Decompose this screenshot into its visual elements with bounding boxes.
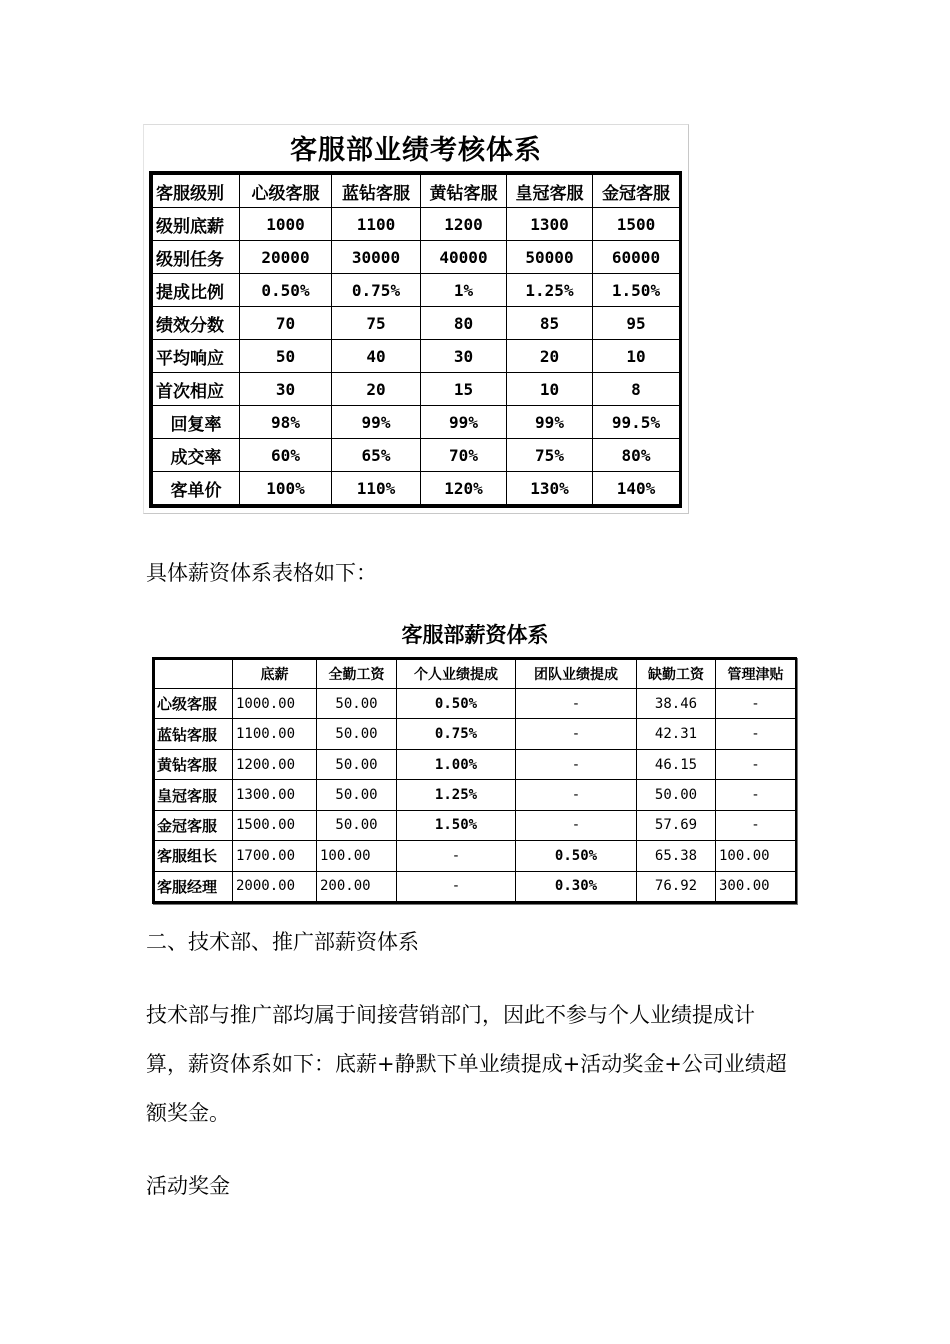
table-row [155,780,796,810]
row-label: 绩效分数 [153,307,240,340]
header-cell: 客服级别 [153,175,240,208]
table-cell: 110% [332,472,421,505]
table-cell: 42.31 [637,719,716,749]
table-cell: 40 [332,340,421,373]
table-cell: 100% [240,472,332,505]
section-heading: 二、技术部、推广部薪资体系 [146,930,419,954]
table-cell: 80% [593,439,680,472]
table-header-row [155,660,796,689]
table-cell: 1000.00 [233,689,317,719]
table-row [155,871,796,901]
table-cell: 1000 [240,208,332,241]
table-cell: - [516,780,637,810]
table-cell: 1200 [421,208,507,241]
header-cell: 缺勤工资 [637,660,716,689]
table-cell: 0.30% [516,871,637,901]
table-cell: 0.75% [397,719,516,749]
table-cell: - [516,749,637,779]
table-cell: - [716,780,796,810]
table-cell: 30000 [332,241,421,274]
row-label: 首次相应 [153,373,240,406]
table-cell: 50.00 [317,749,397,779]
table-cell: - [716,749,796,779]
table-cell: 80 [421,307,507,340]
table-row [155,810,796,840]
performance-grid [152,174,680,505]
row-label: 蓝钻客服 [155,719,233,749]
table-cell: 15 [421,373,507,406]
table2-title: 客服部薪资体系 [401,623,549,647]
table-cell: 200.00 [317,871,397,901]
table-cell: - [516,810,637,840]
table-cell: 0.50% [516,841,637,871]
table-cell: 20 [332,373,421,406]
table-cell: 30 [240,373,332,406]
table-cell: 99% [332,406,421,439]
salary-table [152,657,797,904]
table-row [153,472,680,505]
row-label: 回复率 [153,406,240,439]
row-label: 金冠客服 [155,810,233,840]
table-cell: 1100 [332,208,421,241]
header-cell: 个人业绩提成 [397,660,516,689]
table-cell: 99.5% [593,406,680,439]
table-cell: 60000 [593,241,680,274]
row-label: 皇冠客服 [155,780,233,810]
table-cell: - [516,719,637,749]
header-cell [155,660,233,689]
table-cell: 75 [332,307,421,340]
table-cell: 50.00 [637,780,716,810]
table-cell: 20 [507,340,593,373]
table-cell: 1100.00 [233,719,317,749]
salary-grid [154,659,796,902]
table-cell: 85 [507,307,593,340]
table-cell: 1500 [593,208,680,241]
table-row [155,689,796,719]
table1-title: 客服部业绩考核体系 [290,135,542,166]
paragraph-line: 额奖金。 [146,1101,230,1125]
activity-heading: 活动奖金 [146,1174,230,1198]
header-cell: 全勤工资 [317,660,397,689]
table-cell: 0.50% [397,689,516,719]
table-cell: 65% [332,439,421,472]
header-cell: 心级客服 [240,175,332,208]
header-cell: 底薪 [233,660,317,689]
table-cell: 50.00 [317,719,397,749]
table-row [153,406,680,439]
table-cell: - [716,689,796,719]
table-cell: 60% [240,439,332,472]
table-cell: 120% [421,472,507,505]
table-cell: 38.46 [637,689,716,719]
intro-text: 具体薪资体系表格如下： [146,561,377,585]
row-label: 客服组长 [155,841,233,871]
table-cell: 95 [593,307,680,340]
row-label: 心级客服 [155,689,233,719]
table-cell: 76.92 [637,871,716,901]
row-label: 平均响应 [153,340,240,373]
table-cell: 1.25% [507,274,593,307]
table-cell: 50.00 [317,780,397,810]
table-cell: 140% [593,472,680,505]
table-row [153,241,680,274]
header-cell: 黄钻客服 [421,175,507,208]
row-label: 成交率 [153,439,240,472]
header-cell: 管理津贴 [716,660,796,689]
table-row [153,208,680,241]
table-cell: 100.00 [716,841,796,871]
table-cell: 1500.00 [233,810,317,840]
row-label: 客单价 [153,472,240,505]
table-cell: 65.38 [637,841,716,871]
table-cell: 1.50% [397,810,516,840]
table-cell: 99% [507,406,593,439]
table-cell: - [716,719,796,749]
table-row [153,307,680,340]
table-cell: - [716,810,796,840]
table-row [153,274,680,307]
table-cell: 1200.00 [233,749,317,779]
table-cell: 30 [421,340,507,373]
table-row [155,841,796,871]
paragraph-line: 技术部与推广部均属于间接营销部门，因此不参与个人业绩提成计 [146,1003,755,1027]
table-cell: 1.50% [593,274,680,307]
table-cell: 75% [507,439,593,472]
table-cell: 0.50% [240,274,332,307]
table-cell: 57.69 [637,810,716,840]
header-cell: 团队业绩提成 [516,660,637,689]
table-row [153,340,680,373]
row-label: 客服经理 [155,871,233,901]
table-cell: 0.75% [332,274,421,307]
table-cell: 1% [421,274,507,307]
table-cell: 8 [593,373,680,406]
paragraph-line: 算，薪资体系如下：底薪+静默下单业绩提成+活动奖金+公司业绩超 [146,1052,787,1076]
row-label: 级别底薪 [153,208,240,241]
table-cell: 50 [240,340,332,373]
table-cell: 130% [507,472,593,505]
table-cell: 10 [507,373,593,406]
table-cell: 20000 [240,241,332,274]
table-cell: - [516,689,637,719]
row-label: 级别任务 [153,241,240,274]
table-cell: 70 [240,307,332,340]
header-cell: 金冠客服 [593,175,680,208]
table-cell: 2000.00 [233,871,317,901]
table-row [153,373,680,406]
table-cell: 50000 [507,241,593,274]
table-cell: 50.00 [317,810,397,840]
table-header-row [153,175,680,208]
performance-table [149,171,682,508]
row-label: 提成比例 [153,274,240,307]
table-cell: 10 [593,340,680,373]
table-cell: 99% [421,406,507,439]
table-cell: - [397,841,516,871]
table-row [155,749,796,779]
table-cell: - [397,871,516,901]
table-cell: 46.15 [637,749,716,779]
table-cell: 50.00 [317,689,397,719]
header-cell: 蓝钻客服 [332,175,421,208]
row-label: 黄钻客服 [155,749,233,779]
table-cell: 70% [421,439,507,472]
table-row [155,719,796,749]
table-cell: 40000 [421,241,507,274]
table-cell: 1.25% [397,780,516,810]
header-cell: 皇冠客服 [507,175,593,208]
table-row [153,439,680,472]
table-cell: 100.00 [317,841,397,871]
table-cell: 1300.00 [233,780,317,810]
table-cell: 1700.00 [233,841,317,871]
table-cell: 98% [240,406,332,439]
table-cell: 1300 [507,208,593,241]
table-cell: 300.00 [716,871,796,901]
table-cell: 1.00% [397,749,516,779]
